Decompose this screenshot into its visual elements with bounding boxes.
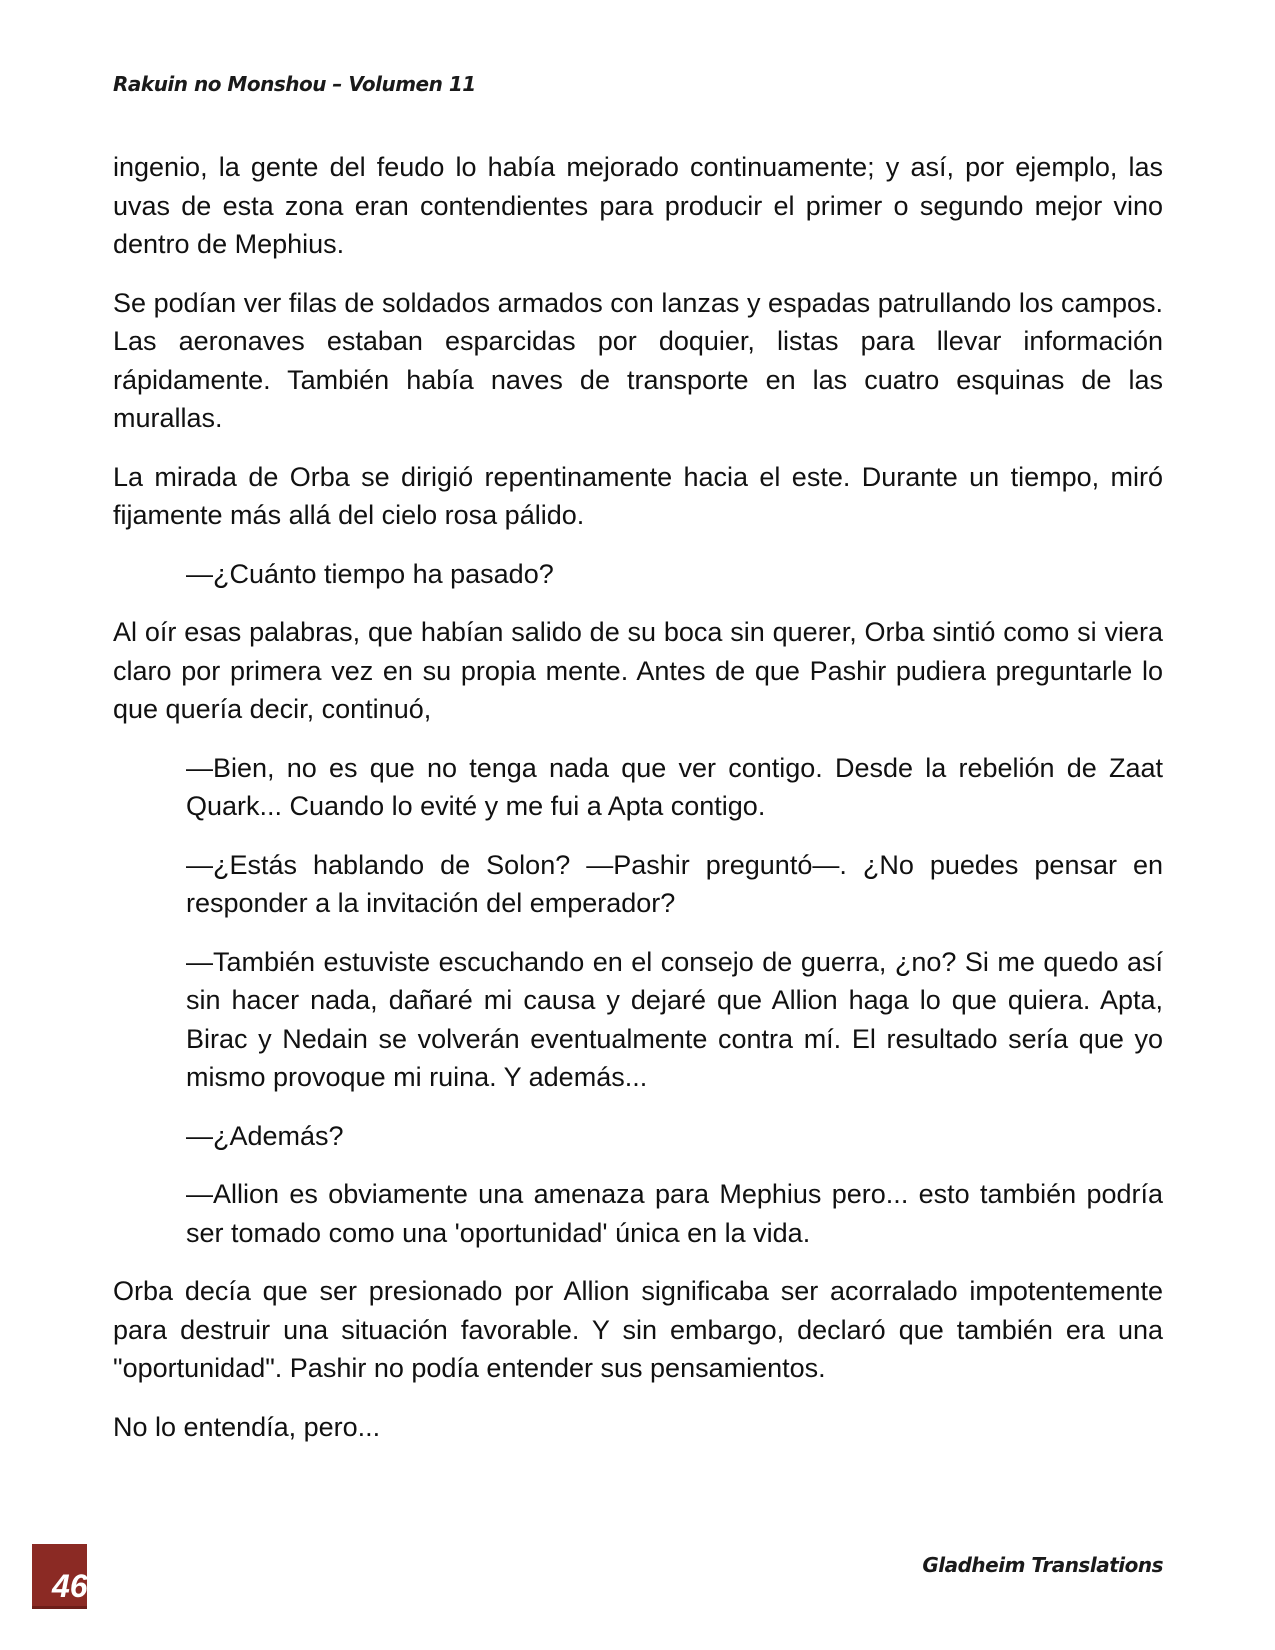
paragraph: La mirada de Orba se dirigió repentinamente hacia el este. Durante un tiempo, miró fijamente más allá del cielo rosa pálido. bbox=[113, 461, 1163, 530]
footer-brand: Gladheim Translations bbox=[922, 1553, 1163, 1577]
body-text bbox=[113, 148, 1163, 1466]
running-header: Rakuin no Monshou – Volumen 11 bbox=[113, 72, 476, 96]
dialogue-paragraph: —También estuviste escuchando en el consejo de guerra, ¿no? Si me quedo así sin hacer nada, dañaré mi causa y dejaré que Allion haga lo que quiera. Apta, Birac y Nedain se volverán eventualmente contra mí. El resultado sería que yo mismo provoque mi ruina. Y además... bbox=[186, 946, 1163, 1092]
paragraph: No lo entendía, pero... bbox=[113, 1411, 381, 1442]
dialogue-paragraph: —¿Además? bbox=[186, 1120, 344, 1151]
dialogue-paragraph: —Bien, no es que no tenga nada que ver contigo. Desde la rebelión de Zaat Quark... Cuando lo evité y me fui a Apta contigo. bbox=[186, 752, 1163, 821]
paragraph: Al oír esas palabras, que habían salido de su boca sin querer, Orba sintió como si viera claro por primera vez en su propia mente. Antes de que Pashir pudiera preguntarle lo que quería decir, continuó, bbox=[113, 617, 1163, 724]
paragraph: Orba decía que ser presionado por Allion significaba ser acorralado impotentemente para destruir una situación favorable. Y sin embargo, declaró que también era una "oportunidad". Pashir no podía entender sus pensamientos. bbox=[113, 1276, 1163, 1383]
paragraph: ingenio, la gente del feudo lo había mejorado continuamente; y así, por ejemplo, las uvas de esta zona eran contendientes para producir el primer o segundo mejor vino dentro de Mephius. bbox=[113, 152, 1163, 259]
dialogue-paragraph: —Allion es obviamente una amenaza para Mephius pero... esto también podría ser tomado como una 'oportunidad' única en la vida. bbox=[186, 1179, 1163, 1248]
dialogue-paragraph: —¿Estás hablando de Solon? —Pashir preguntó—. ¿No puedes pensar en responder a la invitación del emperador? bbox=[186, 849, 1163, 918]
paragraph: Se podían ver filas de soldados armados con lanzas y espadas patrullando los campos. Las aeronaves estaban esparcidas por doquier, listas para llevar información rápidamente. También había naves de transporte en las cuatro esquinas de las murallas. bbox=[113, 287, 1163, 433]
page-number: 46 bbox=[52, 1568, 88, 1604]
dialogue-paragraph: —¿Cuánto tiempo ha pasado? bbox=[186, 558, 554, 589]
page-number-underline bbox=[32, 1606, 87, 1609]
